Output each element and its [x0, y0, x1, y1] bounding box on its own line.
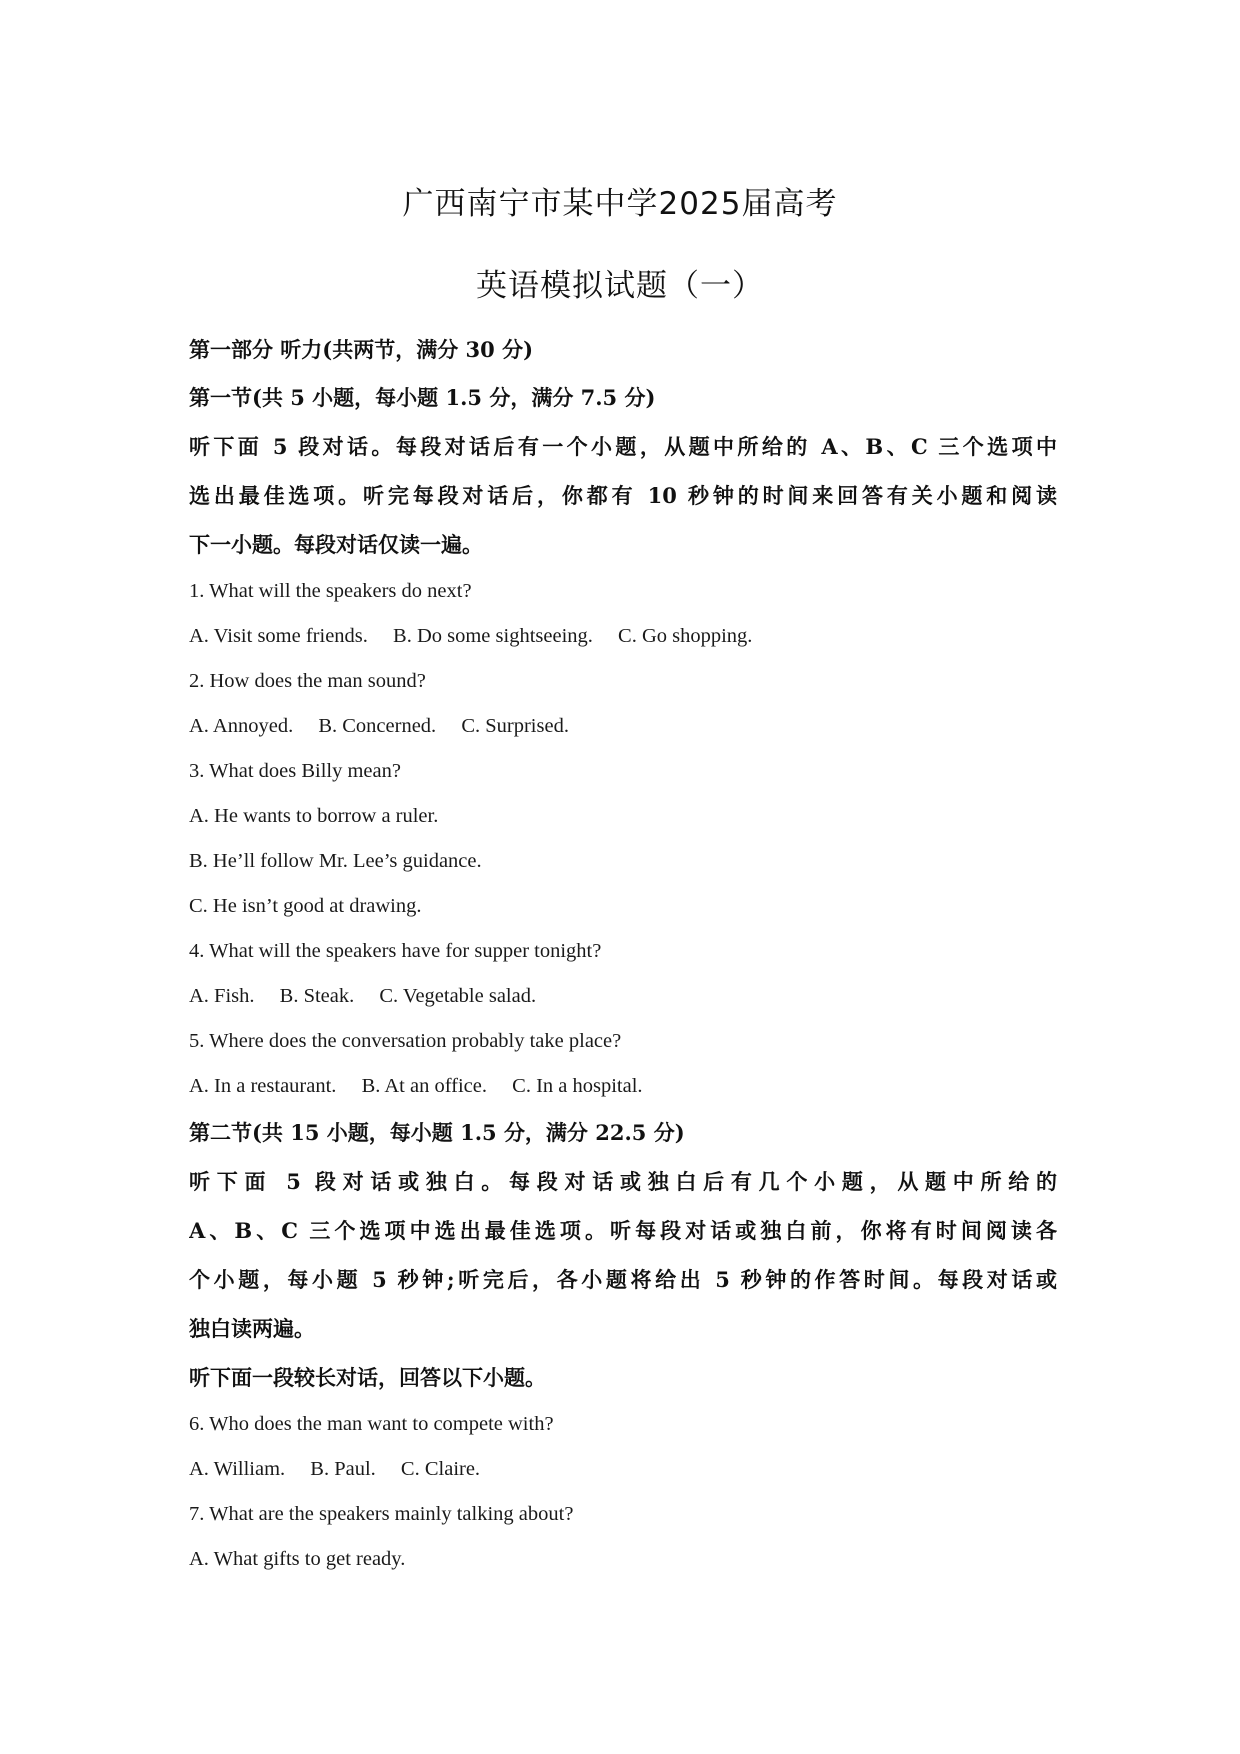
option-a: A. Fish.	[189, 985, 255, 1007]
section2-instruction-line: 听下面 5 段对话或独白。每段对话或独白后有几个小题，从题中所给的	[189, 1169, 1057, 1194]
section1-instruction-line: 选出最佳选项。听完每段对话后，你都有 10 秒钟的时间来回答有关小题和阅读	[189, 483, 1057, 508]
option-a: A. Visit some friends.	[189, 625, 368, 647]
question-4-options	[189, 974, 1057, 1019]
question-6: 6. Who does the man want to compete with?	[189, 1413, 554, 1435]
section2-instruction-line: 个小题，每小题 5 秒钟;听完后，各小题将给出 5 秒钟的作答时间。每段对话或	[189, 1267, 1057, 1292]
section2-sub-instruction: 听下面一段较长对话，回答以下小题。	[189, 1365, 546, 1390]
option-c: C. Go shopping.	[618, 625, 753, 647]
question-4: 4. What will the speakers have for supper tonight?	[189, 940, 602, 962]
question-5-options	[189, 1064, 1057, 1109]
exam-title: 广西南宁市某中学2025届高考	[402, 186, 838, 222]
option-b: B. Paul.	[310, 1458, 376, 1480]
option-c: C. Surprised.	[461, 715, 569, 737]
question-3: 3. What does Billy mean?	[189, 760, 401, 782]
section1-heading: 第一节(共 5 小题，每小题 1.5 分，满分 7.5 分)	[189, 385, 656, 410]
question-1: 1. What will the speakers do next?	[189, 580, 472, 602]
question-6-options	[189, 1447, 1057, 1492]
option-b: B. Concerned.	[318, 715, 437, 737]
option-a: A. Annoyed.	[189, 715, 294, 737]
question-2-options	[189, 704, 1057, 749]
option-c: C. Claire.	[400, 1458, 481, 1480]
exam-content	[189, 326, 1057, 1582]
option-b: B. At an office.	[361, 1075, 488, 1097]
option-b: B. Steak.	[279, 985, 355, 1007]
option-a: A. In a restaurant.	[189, 1075, 337, 1097]
exam-subtitle: 英语模拟试题（一）	[476, 268, 764, 304]
option-a: A. William.	[189, 1458, 286, 1480]
question-3-option-b: B. He’ll follow Mr. Lee’s guidance.	[189, 850, 482, 872]
option-c: C. In a hospital.	[512, 1075, 643, 1097]
section2-instruction-line: A、B、C 三个选项中选出最佳选项。听每段对话或独白前，你将有时间阅读各	[189, 1218, 1057, 1243]
question-3-option-c: C. He isn’t good at drawing.	[189, 895, 422, 917]
section2-instruction-line: 独白读两遍。	[189, 1316, 315, 1341]
section1-instruction-line: 听下面 5 段对话。每段对话后有一个小题，从题中所给的 A、B、C 三个选项中	[189, 434, 1057, 459]
section2-heading: 第二节(共 15 小题，每小题 1.5 分，满分 22.5 分)	[189, 1120, 685, 1145]
section1-instruction-line: 下一小题。每段对话仅读一遍。	[189, 532, 483, 557]
option-c: C. Vegetable salad.	[379, 985, 537, 1007]
question-7-option-a: A. What gifts to get ready.	[189, 1548, 406, 1570]
question-7: 7. What are the speakers mainly talking about?	[189, 1503, 574, 1525]
part1-heading: 第一部分 听力(共两节，满分 30 分)	[189, 337, 534, 362]
question-2: 2. How does the man sound?	[189, 670, 426, 692]
option-b: B. Do some sightseeing.	[393, 625, 593, 647]
question-3-option-a: A. He wants to borrow a ruler.	[189, 805, 439, 827]
question-5: 5. Where does the conversation probably take place?	[189, 1030, 622, 1052]
question-1-options	[189, 614, 1057, 659]
